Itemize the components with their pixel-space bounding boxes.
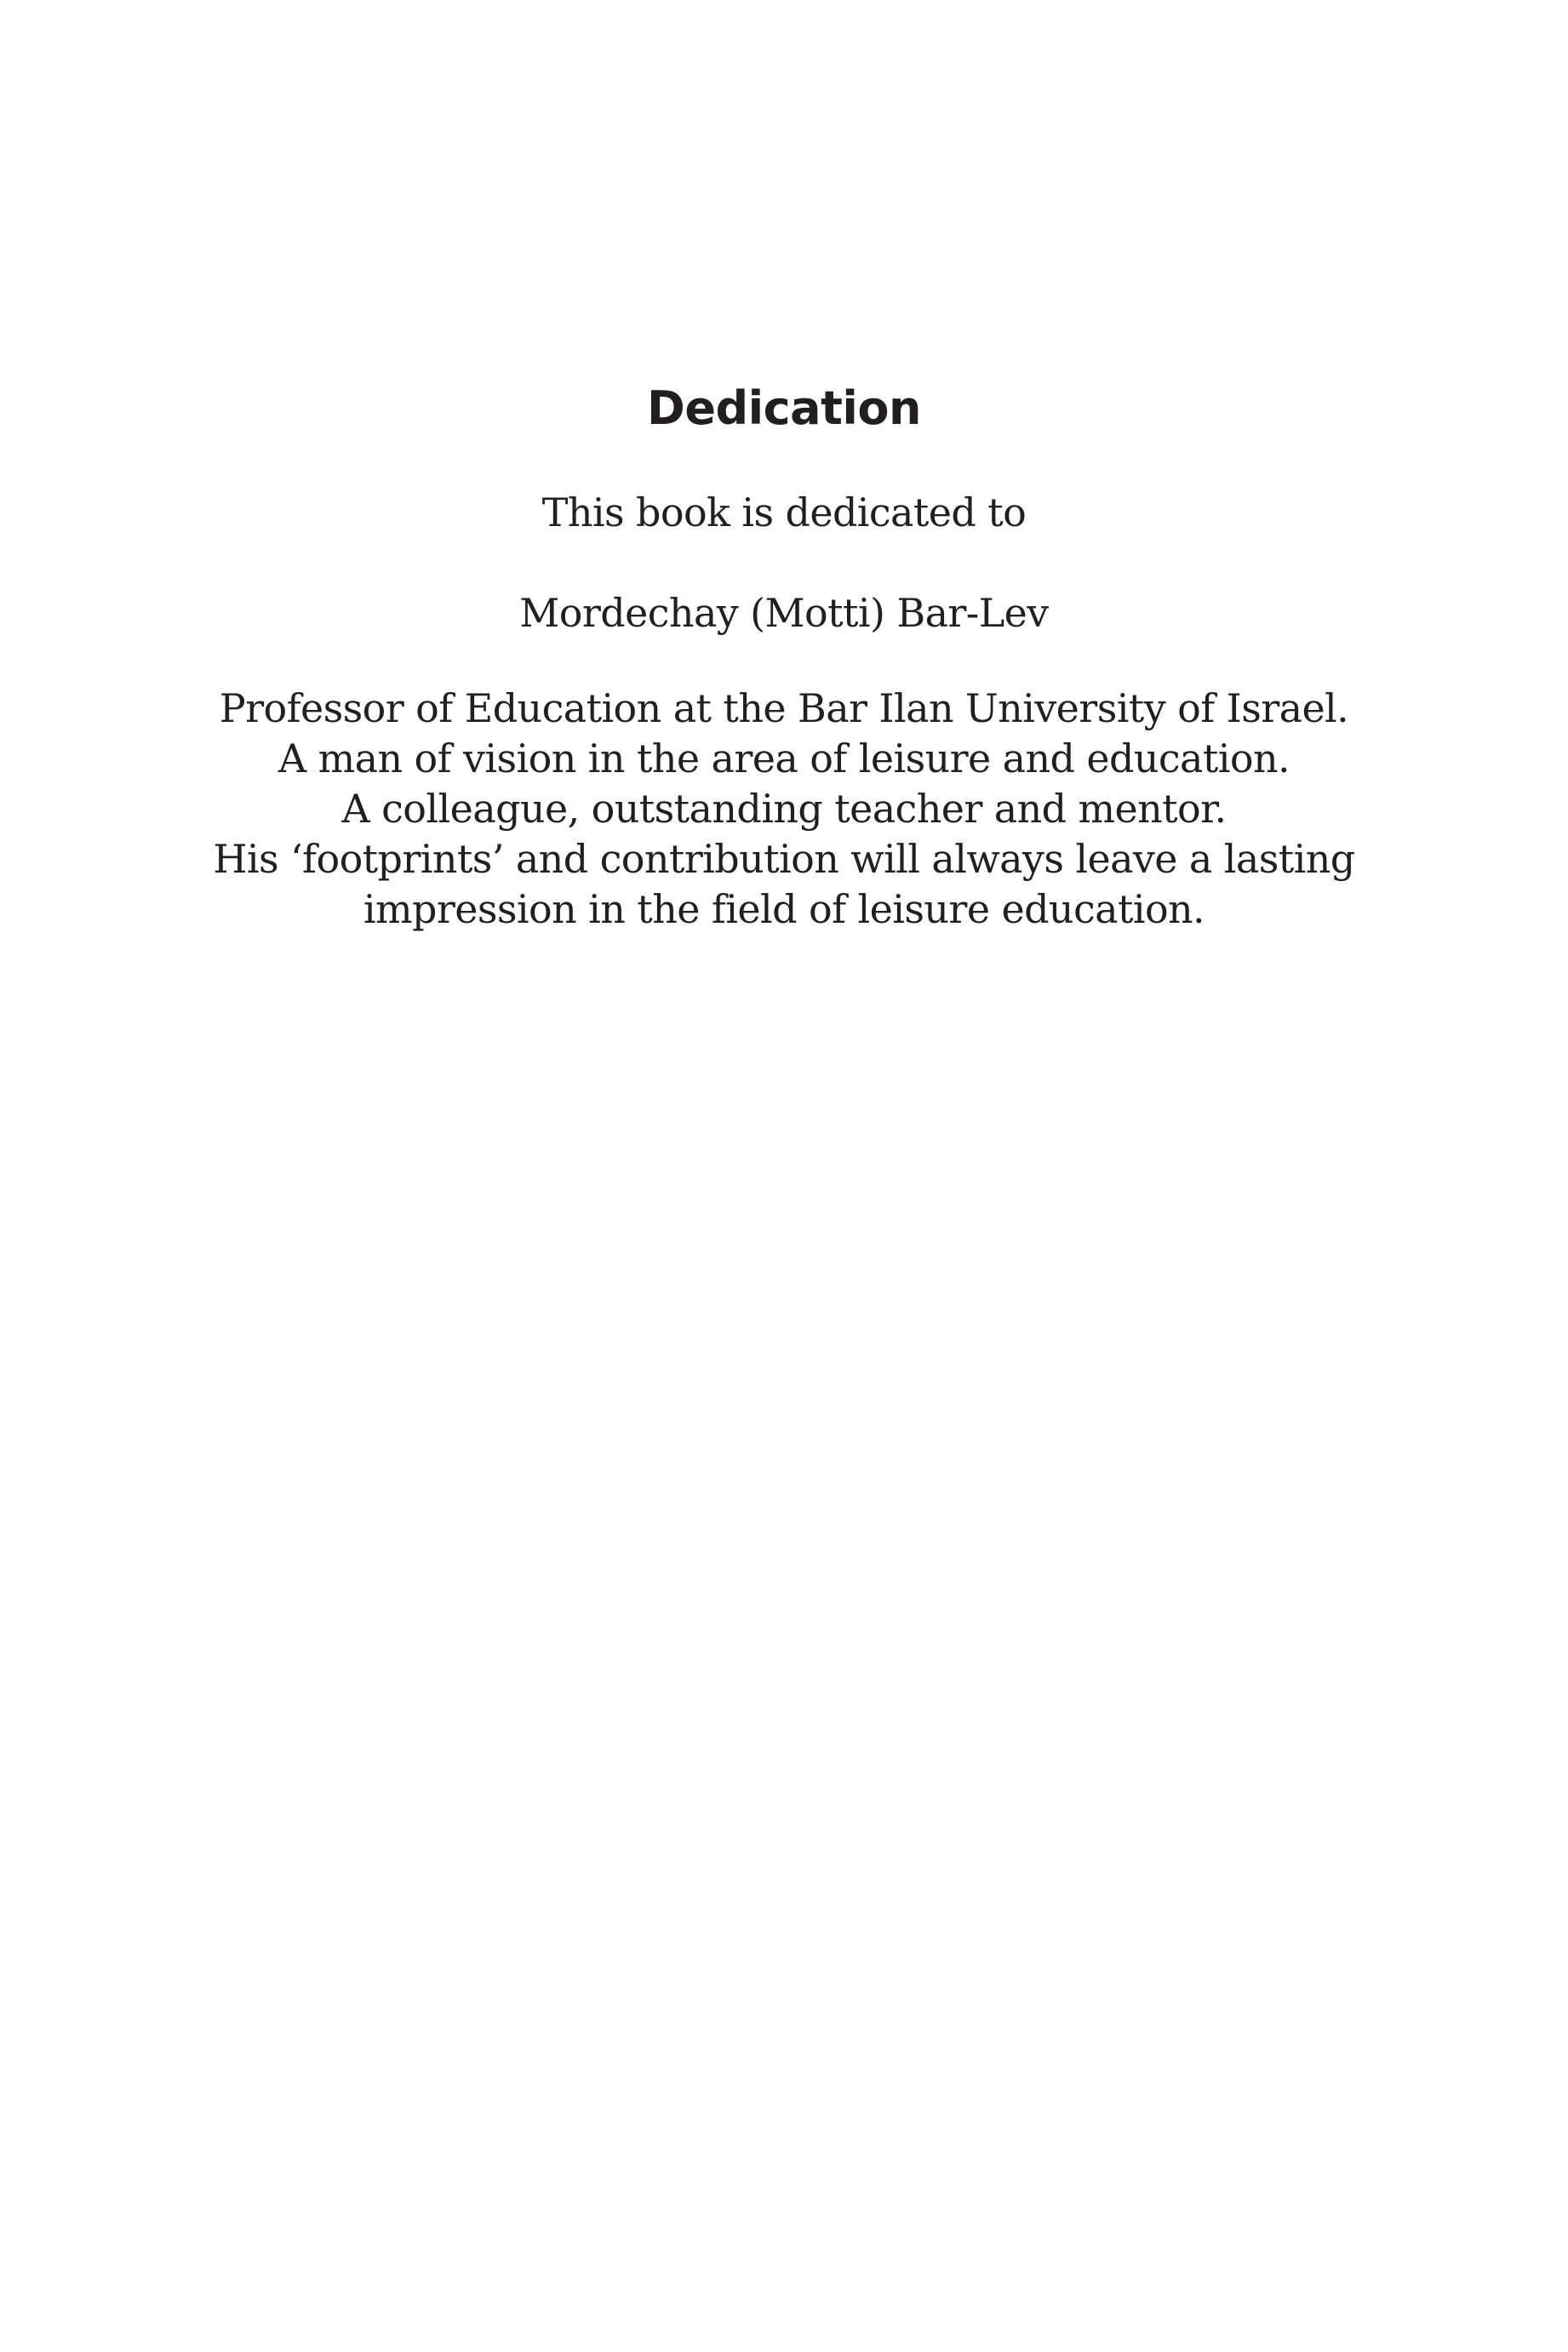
- dedication-intro: This book is dedicated to: [541, 489, 1027, 535]
- description-line: A colleague, outstanding teacher and mentor.: [341, 786, 1227, 832]
- dedication-description: [0, 684, 1568, 935]
- description-line: Professor of Education at the Bar Ilan University of Israel.: [219, 685, 1349, 731]
- description-line: impression in the field of leisure education.: [363, 886, 1205, 932]
- page-title: Dedication: [647, 381, 921, 435]
- description-line: A man of vision in the area of leisure and education.: [278, 735, 1290, 781]
- dedicatee-name: Mordechay (Motti) Bar-Lev: [519, 590, 1049, 636]
- description-line: His ‘footprints’ and contribution will always leave a lasting: [213, 836, 1355, 882]
